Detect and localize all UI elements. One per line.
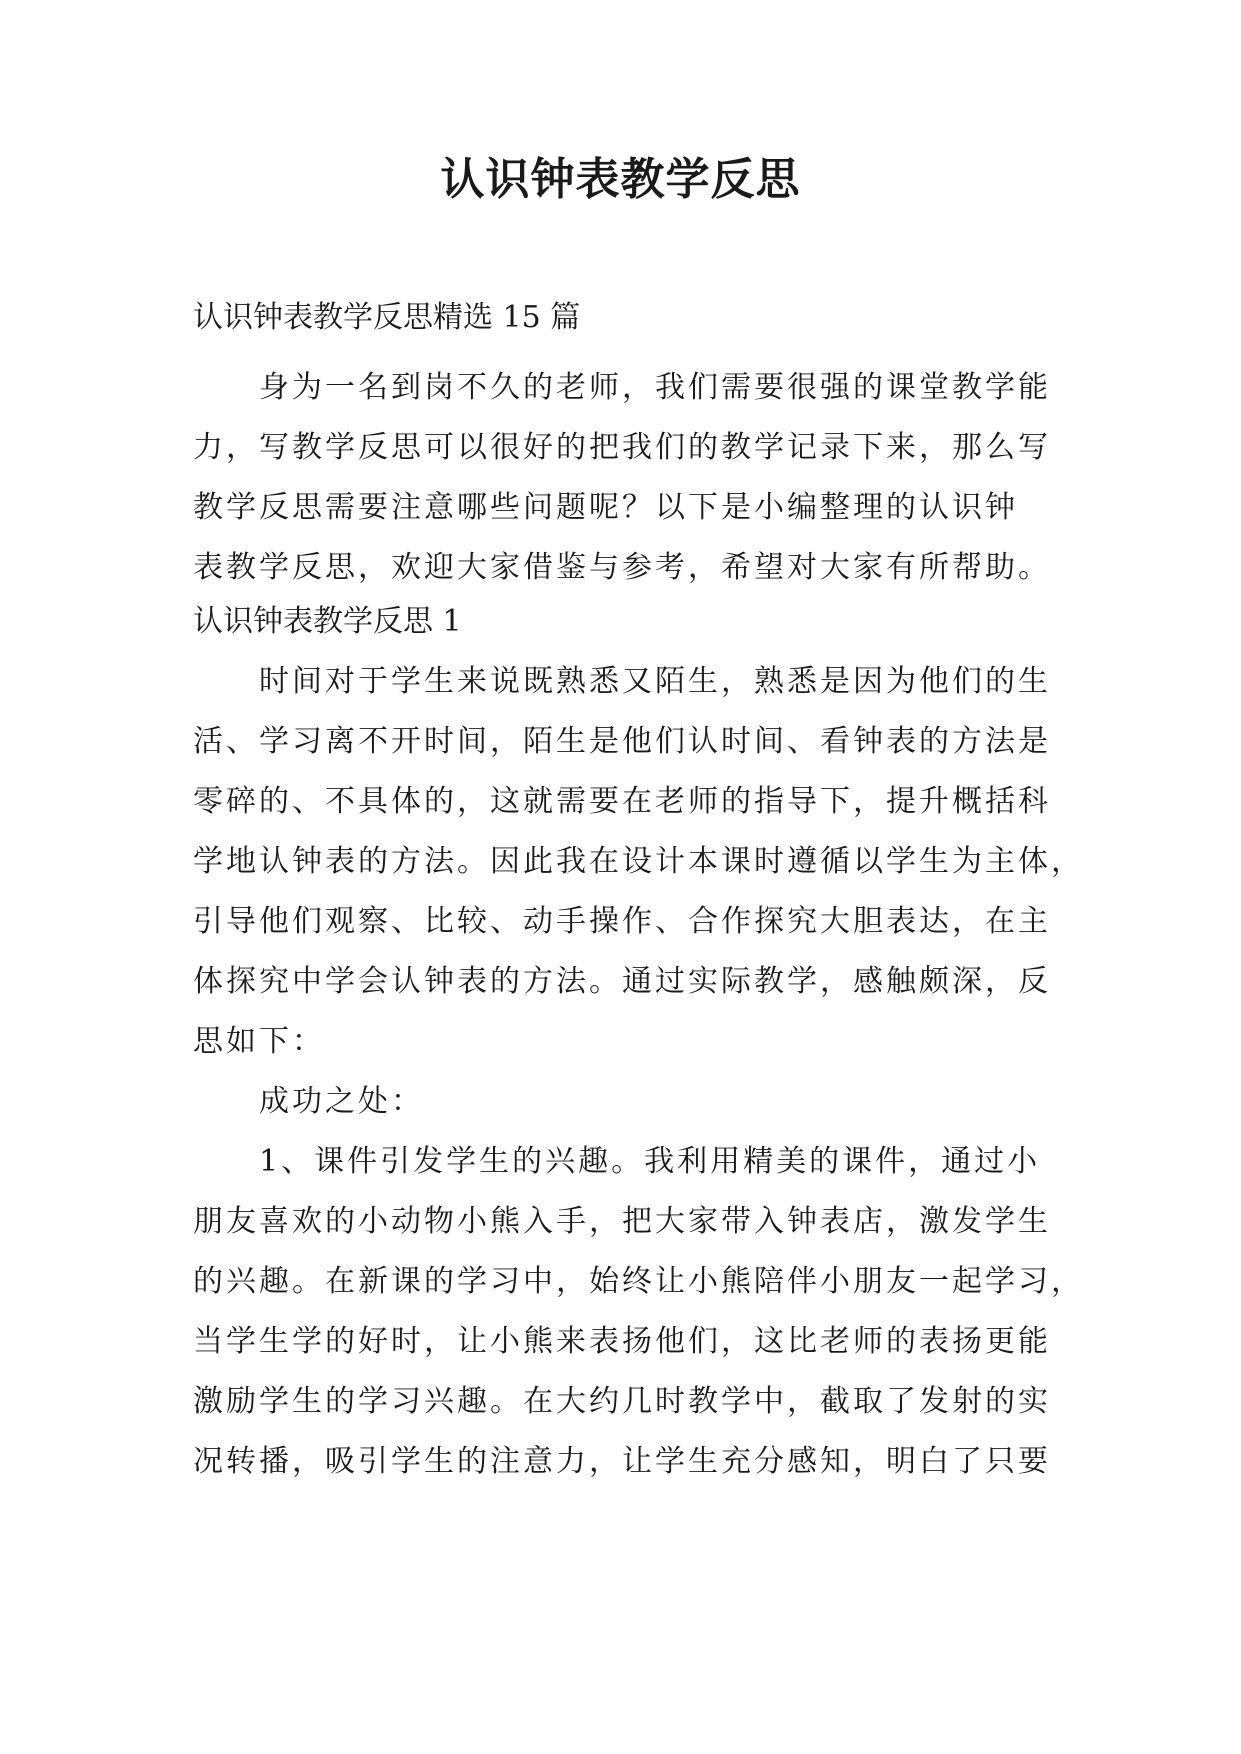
paragraph-line: 当学生学的好时，让小熊来表扬他们，这比老师的表扬更能 bbox=[193, 1324, 1051, 1359]
document-subtitle: 认识钟表教学反思精选 15 篇 bbox=[193, 300, 581, 335]
paragraph-line: 身为一名到岗不久的老师，我们需要很强的课堂教学能 bbox=[259, 370, 1051, 405]
paragraph-line: 思如下： bbox=[193, 1024, 325, 1059]
section-heading: 认识钟表教学反思 1 bbox=[193, 604, 462, 639]
paragraph-line: 体探究中学会认钟表的方法。通过实际教学，感触颇深，反 bbox=[193, 964, 1051, 999]
section-1 bbox=[193, 592, 1084, 1492]
intro-paragraph bbox=[193, 358, 1063, 598]
paragraph-line: 引导他们观察、比较、动手操作、合作探究大胆表达，在主 bbox=[193, 904, 1051, 939]
paragraph-line: 表教学反思，欢迎大家借鉴与参考，希望对大家有所帮助。 bbox=[193, 550, 1051, 585]
paragraph-line: 激励学生的学习兴趣。在大约几时教学中，截取了发射的实 bbox=[193, 1384, 1051, 1419]
paragraph-line: 1、课件引发学生的兴趣。我利用精美的课件，通过小 bbox=[259, 1144, 1041, 1179]
paragraph-line: 零碎的、不具体的，这就需要在老师的指导下，提升概括科 bbox=[193, 784, 1051, 819]
paragraph-line: 教学反思需要注意哪些问题呢？以下是小编整理的认识钟 bbox=[193, 490, 1018, 525]
paragraph-line: 学地认钟表的方法。因此我在设计本课时遵循以学生为主体， bbox=[193, 844, 1084, 879]
paragraph-line: 力，写教学反思可以很好的把我们的教学记录下来，那么写 bbox=[193, 430, 1051, 465]
paragraph-line: 况转播，吸引学生的注意力，让学生充分感知，明白了只要 bbox=[193, 1444, 1051, 1479]
paragraph-line: 的兴趣。在新课的学习中，始终让小熊陪伴小朋友一起学习， bbox=[193, 1264, 1084, 1299]
success-heading: 成功之处： bbox=[259, 1084, 424, 1119]
document-title: 认识钟表教学反思 bbox=[440, 154, 801, 205]
paragraph-line: 活、学习离不开时间，陌生是他们认时间、看钟表的方法是 bbox=[193, 724, 1051, 759]
paragraph-line: 时间对于学生来说既熟悉又陌生，熟悉是因为他们的生 bbox=[259, 664, 1051, 699]
paragraph-line: 朋友喜欢的小动物小熊入手，把大家带入钟表店，激发学生 bbox=[193, 1204, 1051, 1239]
